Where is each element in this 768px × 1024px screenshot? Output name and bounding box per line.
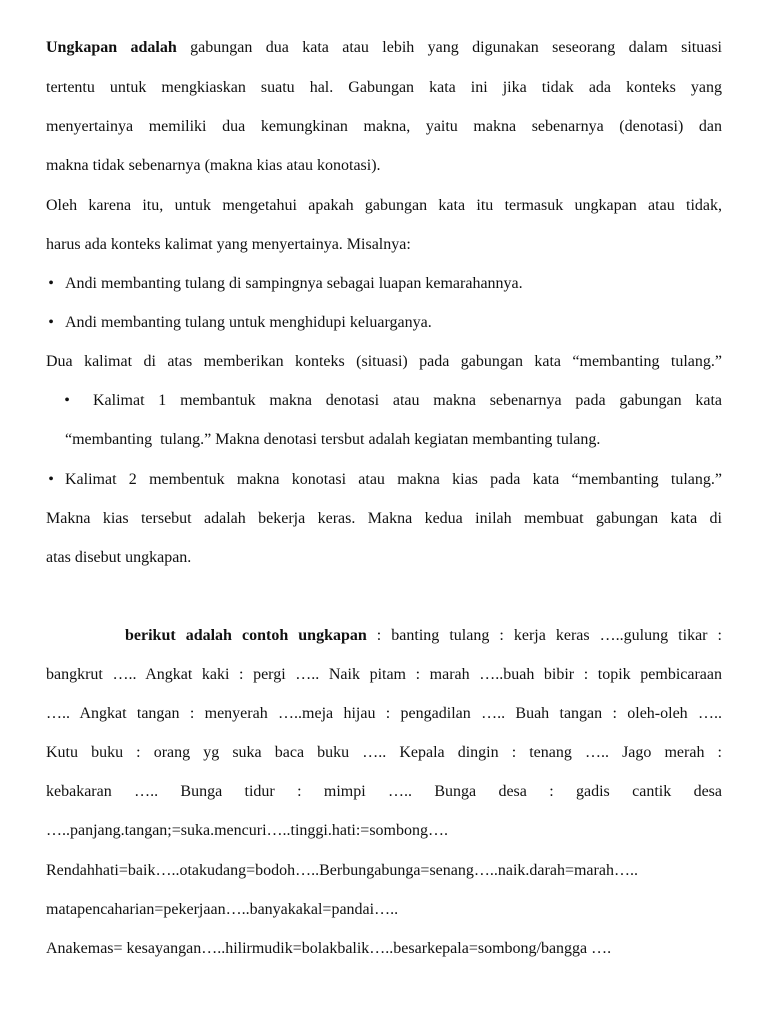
list-item (46, 469, 722, 491)
paragraph-line: harus ada konteks kalimat yang menyertainya. Misalnya: (46, 236, 411, 253)
contoh-line: bangkrut ….. Angkat kaki : pergi ….. Naik pitam : marah …..buah bibir : topik pembicaraan (46, 666, 722, 683)
term-bold: Ungkapan adalah (46, 39, 177, 56)
bullet-icon: • (48, 471, 54, 488)
contoh-line: …..panjang.tangan;=suka.mencuri…..tinggi.hati:=sombong…. (46, 822, 448, 839)
bullet-icon: • (48, 275, 54, 292)
contoh-line: Rendahhati=baik…..otakudang=bodoh…..Berbungabunga=senang…..naik.darah=marah….. (46, 862, 638, 879)
text: gabungan dua kata atau lebih yang digunakan seseorang dalam situasi (176, 39, 723, 56)
list-item-continuation: “membanting tulang.” Makna denotasi tersbut adalah kegiatan membanting tulang. (65, 431, 601, 448)
contoh-heading-line (125, 625, 722, 647)
list-item (46, 390, 722, 412)
list-item (46, 273, 722, 295)
paragraph-line: menyertainya memiliki dua kemungkinan makna, yaitu makna sebenarnya (denotasi) dan (46, 118, 722, 135)
contoh-line: Kutu buku : orang yg suka baca buku ….. Kepala dingin : tenang ….. Jago merah : (46, 744, 722, 761)
list-item-text: Andi membanting tulang untuk menghidupi keluarganya. (65, 314, 432, 331)
contoh-heading: berikut adalah contoh ungkapan (125, 627, 367, 644)
paragraph-line: tertentu untuk mengkiaskan suatu hal. Gabungan kata ini jika tidak ada konteks yang (46, 79, 722, 96)
list-item (46, 312, 722, 334)
paragraph-line: Dua kalimat di atas memberikan konteks (situasi) pada gabungan kata “membanting tulang.” (46, 353, 722, 370)
bullet-icon: • (64, 392, 70, 409)
list-item-text: Kalimat 2 membentuk makna konotasi atau makna kias pada kata “membanting tulang.” (65, 471, 722, 488)
list-item-text: Kalimat 1 membantuk makna denotasi atau makna sebenarnya pada gabungan kata (93, 392, 722, 409)
bullet-icon: • (48, 314, 54, 331)
contoh-line: Anakemas= kesayangan…..hilirmudik=bolakbalik…..besarkepala=sombong/bangga …. (46, 940, 612, 957)
text: : banting tulang : kerja keras …..gulung tikar : (366, 627, 722, 644)
contoh-line: ….. Angkat tangan : menyerah …..meja hijau : pengadilan ….. Buah tangan : oleh-oleh ….. (46, 705, 722, 722)
contoh-line: kebakaran ….. Bunga tidur : mimpi ….. Bunga desa : gadis cantik desa (46, 783, 722, 800)
contoh-line: matapencaharian=pekerjaan…..banyakakal=pandai….. (46, 901, 399, 918)
paragraph-line: atas disebut ungkapan. (46, 549, 192, 566)
paragraph-line: Oleh karena itu, untuk mengetahui apakah gabungan kata itu termasuk ungkapan atau tidak, (46, 197, 722, 214)
paragraph-line: makna tidak sebenarnya (makna kias atau konotasi). (46, 157, 381, 174)
paragraph-line (46, 37, 722, 59)
list-item-text: Andi membanting tulang di sampingnya sebagai luapan kemarahannya. (65, 275, 523, 292)
paragraph-line: Makna kias tersebut adalah bekerja keras. Makna kedua inilah membuat gabungan kata di (46, 510, 722, 527)
